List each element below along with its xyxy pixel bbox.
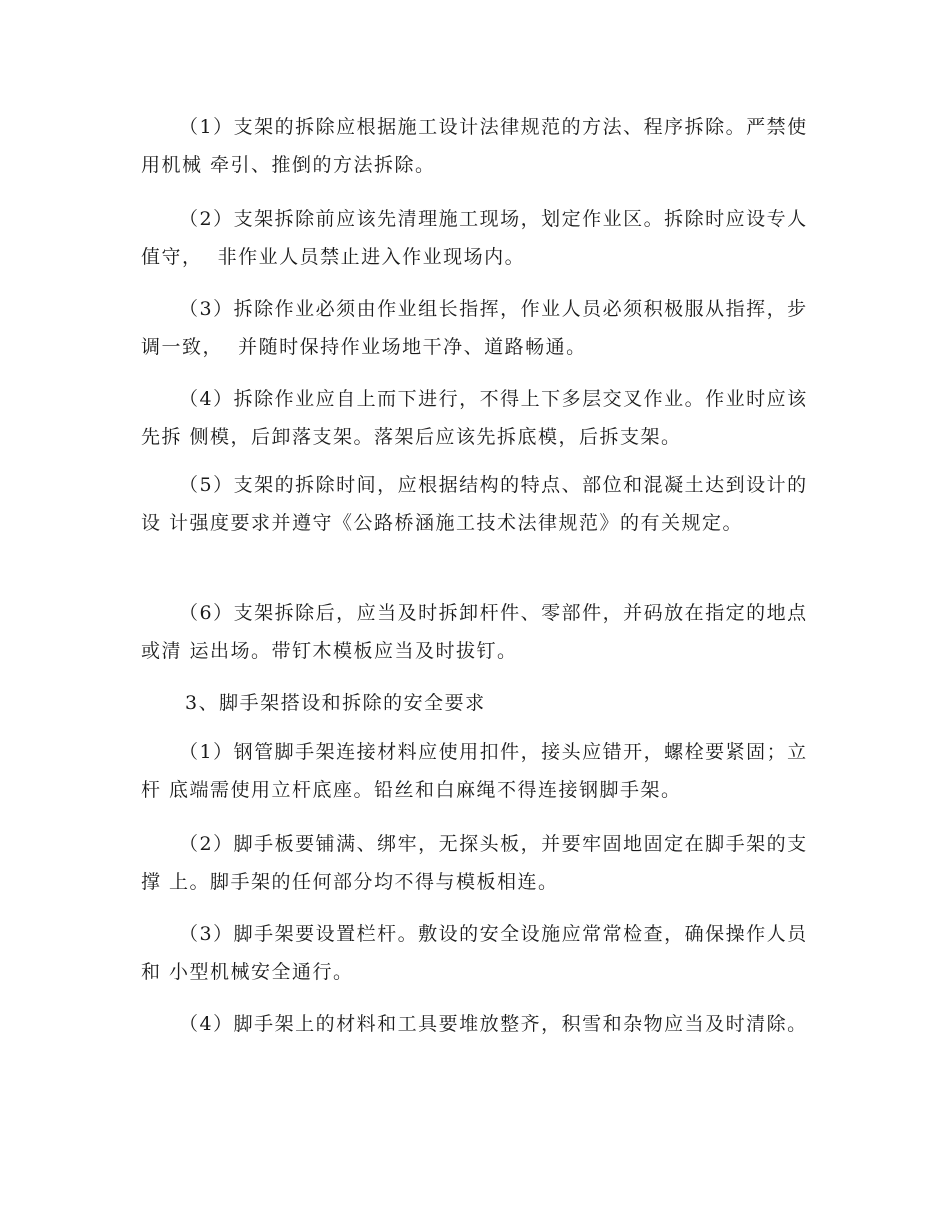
paragraph-steel-pipe-connection: （1）钢管脚手架连接材料应使用扣件，接头应错开，螺栓要紧固；立杆 底端需使用立杆底座。铅丝和白麻绳不得连接钢脚手架。: [141, 741, 808, 801]
paragraph-support-removal-method: （1）支架的拆除应根据施工设计法律规范的方法、程序拆除。严禁使用机械 牵引、推倒的方法拆除。: [141, 116, 808, 176]
paragraph-team-leader-command: （3）拆除作业必须由作业组长指挥，作业人员必须积极服从指挥，步调一致， 并随时保持作业场地干净、道路畅通。: [141, 298, 808, 358]
paragraph-site-clearing: （2）支架拆除前应该先清理施工现场，划定作业区。拆除时应设专人值守， 非作业人员禁止进入作业现场内。: [141, 208, 808, 268]
section-heading-scaffold-safety: 3、脚手架搭设和拆除的安全要求: [185, 692, 486, 714]
paragraph-materials-tidy: （4）脚手架上的材料和工具要堆放整齐，积雪和杂物应当及时清除。: [179, 1013, 808, 1035]
paragraph-scaffold-boards: （2）脚手板要铺满、绑牢，无探头板，并要牢固地固定在脚手架的支撑 上。脚手架的任何部分均不得与模板相连。: [141, 833, 808, 893]
paragraph-parts-storage: （6）支架拆除后，应当及时拆卸杆件、零部件，并码放在指定的地点或清 运出场。带钉木模板应当及时拔钉。: [141, 602, 808, 662]
paragraph-top-down-removal: （4）拆除作业应自上而下进行，不得上下多层交叉作业。作业时应该先拆 侧模，后卸落支架。落架后应该先拆底模，后拆支架。: [141, 388, 808, 448]
paragraph-removal-timing: （5）支架的拆除时间，应根据结构的特点、部位和混凝土达到设计的设 计强度要求并遵守《公路桥涵施工技术法律规范》的有关规定。: [141, 474, 808, 534]
paragraph-railings: （3）脚手架要设置栏杆。敷设的安全设施应常常检查，确保操作人员和 小型机械安全通行。: [141, 923, 808, 983]
